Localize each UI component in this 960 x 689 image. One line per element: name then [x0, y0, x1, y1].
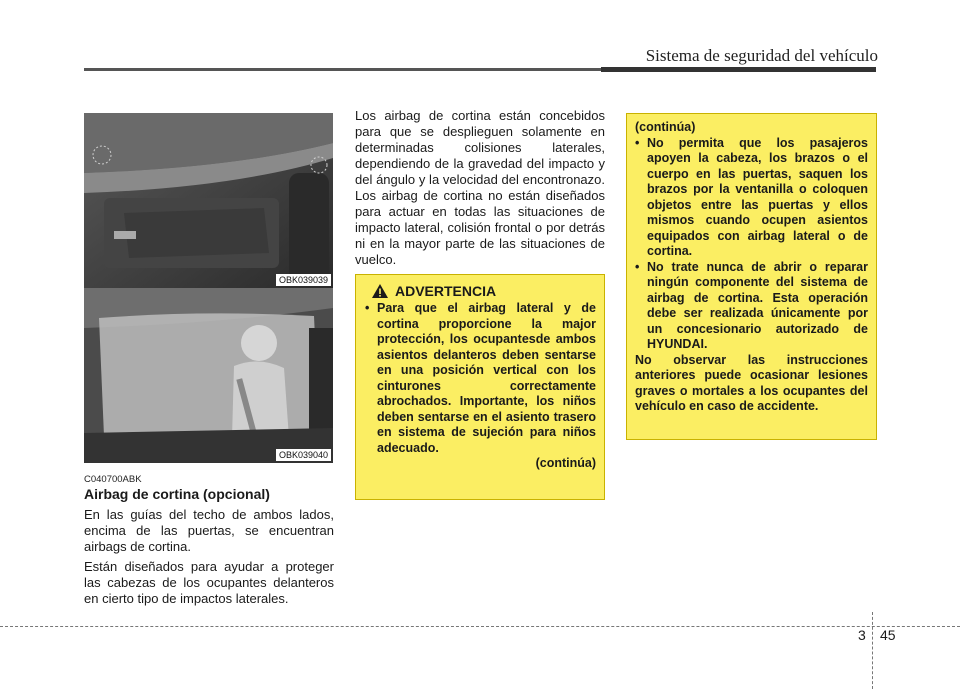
bullet-icon: •: [635, 259, 640, 274]
continued-item-text: No trate nunca de abrir o reparar ningún componente del sistema de airbag de cortina. Esta operación debe ser realizada únicamente por un concesionario autorizado de HYUNDAI.: [647, 259, 868, 351]
continued-label: (continúa): [635, 120, 696, 134]
photo-curtain-airbag-ceiling: [84, 113, 333, 288]
section-heading: Airbag de cortina (opcional): [84, 486, 270, 502]
header-rule-accent: [601, 67, 876, 72]
body-paragraph: Están diseñados para ayudar a proteger las cabezas de los ocupantes delanteros en cierto tipo de impactos laterales.: [84, 559, 334, 606]
photo-caption: OBK039040: [276, 449, 331, 461]
page-header-title: Sistema de seguridad del vehículo: [645, 46, 878, 65]
body-paragraph-col2: Los airbag de cortina están concebidos para que se desplieguen solamente en determinadas colisiones laterales, dependiendo de la gravedad del impacto y del ángulo y la velocidad del encontronazo. Los airbag de cortina no están diseñados para actuar en todas las situaciones de impacto lateral, colisión frontal o por detrás ni en la mayor parte de las situaciones de vuelco.: [355, 108, 605, 267]
warning-triangle-icon: [371, 283, 389, 299]
continued-item: [635, 136, 868, 260]
bullet-icon: •: [635, 135, 640, 150]
section-body: [84, 507, 334, 611]
warning-title: ADVERTENCIA: [395, 283, 497, 299]
warning-title-row: [371, 283, 596, 299]
continued-item: [635, 260, 868, 353]
page-number-separator: [872, 612, 874, 689]
warning-box: [355, 274, 605, 500]
footer-rule: [0, 626, 960, 627]
warning-item-text: Para que el airbag lateral y de cortina proporcione la major protección, los ocupantesde ambos asientos delanteros deben sentarse en una posición vertical con los cinturones correctamente abrochados. Importante, los niños deben sentarse en el asiento trasero en sistema de sujeción para niños adecuado.: [377, 301, 596, 455]
warning-item: [365, 301, 596, 456]
photo-curtain-airbag-deployed: [84, 288, 333, 463]
bullet-icon: •: [365, 301, 370, 315]
photo-caption: OBK039039: [276, 274, 331, 286]
continued-paragraph: No observar las instrucciones anteriores puede ocasionar lesiones graves o mortales a los ocupantes del vehículo en caso de accidente.: [635, 352, 868, 413]
body-paragraph: En las guías del techo de ambos lados, encima de las puertas, se encuentran airbags de cortina.: [84, 507, 334, 554]
chapter-number: 3: [858, 627, 866, 643]
section-code: C040700ABK: [84, 474, 142, 485]
continued-item-text: No permita que los pasajeros apoyen la cabeza, los brazos o el cuerpo en las puertas, saquen los brazos por la ventanilla o coloquen objetos entre las puertas y ellos mismos cuando ocupen asientos equipados con airbag lateral o de cortina.: [647, 135, 868, 258]
page-number: 45: [880, 627, 896, 643]
continued-warning-box: [626, 113, 877, 440]
warning-continues: (continúa): [535, 456, 596, 470]
